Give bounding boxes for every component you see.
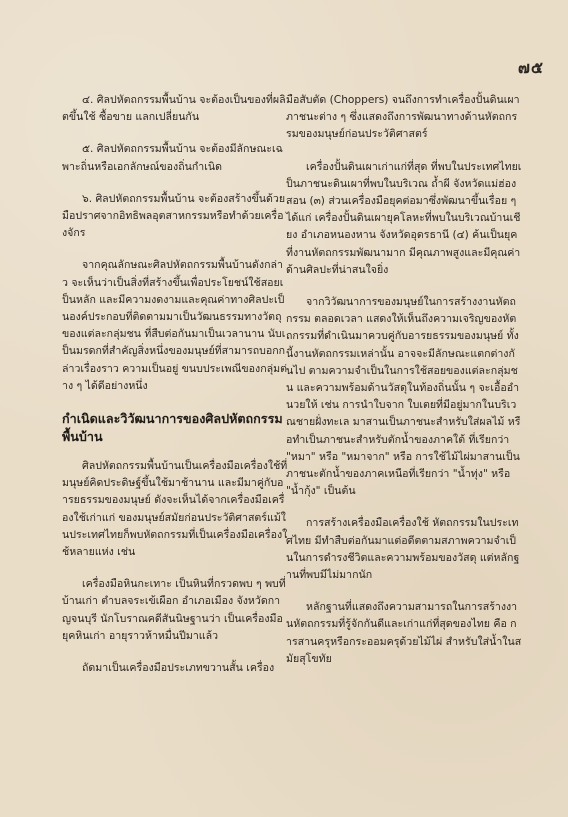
paragraph: เครื่องปั้นดินเผาเก่าแก่ที่สุด ที่พบในประเทศไทยเป็นภาชนะดินเผาที่พบในบริเวณ ถ้ำผี จังหวัดแม่ฮ่องสอน (๓) ส่วนเครื่องมือยุคต่อมาซึ่งพัฒนาขึ้นเรื่อย ๆ ได้แก่ เครื่องปั้นดินเผายุคโลหะที่พบในบริเวณบ้านเชียง อำเภอหนองหาน จังหวัดอุดรธานี (๔) ค้นเป็นยุคที่งานหัตถกรรมพัฒนามาก มีคุณภาพสูงและมีคุณค่าด้านศิลปะที่น่าสนใจยิ่ง [286, 160, 522, 276]
paragraph: หลักฐานที่แสดงถึงความสามารถในการสร้างงานหัตถกรรมที่รู้จักกันดีและเก่าแก่ที่สุดของไทย คือ การสานครุหรือกระออมครุด้วยไม้ไผ่ สำหรับใส่น้ำในสมัยสุโขทัย [286, 601, 522, 665]
paragraph: เครื่องมือหินกะเทาะ เป็นหินที่กรวดพบ ๆ พบที่บ้านเก่า ตำบลจระเข้เผือก อำเภอเมือง จังหวัดกาญจนบุรี นักโบราณคดีสันนิษฐานว่า เป็นเครื่องมือยุคหินเก่า อายุราวห้าหมื่นปีมาแล้ว [62, 578, 286, 642]
paragraph: มือสับตัด (Choppers) จนถึงการทำเครื่องปั้นดินเผาภาชนะต่าง ๆ ซึ่งแสดงถึงการพัฒนาทางด้านหัตถกรรมของมนุษย์ก่อนประวัติศาสตร์ [286, 94, 520, 141]
left-column [62, 92, 288, 689]
section-heading: กำเนิดและวิวัฒนาการของศิลปหัตถกรรมพื้นบ้าน [62, 411, 283, 445]
page-number: ๗๕ [517, 58, 544, 77]
paragraph: ถัดมาเป็นเครื่องมือประเภทขวานสั้น เครื่อง [82, 662, 275, 675]
paragraph: ๔. ศิลปหัตถกรรมพื้นบ้าน จะต้องเป็นของที่ผลิตขึ้นใช้ ซื้อขาย แลกเปลี่ยนกัน [62, 94, 286, 124]
paragraph: จากคุณลักษณะศิลปหัตถกรรมพื้นบ้านดังกล่าว จะเห็นว่าเป็นสิ่งที่สร้างขึ้นเพื่อประโยชน์ใช้สอยเป็นหลัก และมีความงดงามและคุณค่าทางศิลปะเป็นองค์ประกอบที่ติดตามมาเป็นวัฒนธรรมทางวัตถุของแต่ละกลุ่มชน ที่สืบต่อกันมาเป็นเวลานาน นับเป็นมรดกที่สำคัญสิ่งหนึ่งของมนุษย์ที่สามารถบอกกล่าวเรื่องราว ความเป็นอยู่ ขนบประเพณีของกลุ่มต่าง ๆ ได้ดีอย่างหนึ่ง [62, 259, 287, 392]
paragraph: ๕. ศิลปหัตถกรรมพื้นบ้าน จะต้องมีลักษณะเฉพาะถิ่นหรือเอกลักษณ์ของถิ่นกำเนิด [62, 143, 283, 173]
paragraph: ๖. ศิลปหัตถกรรมพื้นบ้าน จะต้องสร้างขึ้นด้วยมือปราศจากอิทธิพลอุตสาหกรรมหรือทำด้วยเครื่องจักร [62, 192, 286, 240]
right-column [286, 92, 522, 683]
paragraph: ศิลปหัตถกรรมพื้นบ้านเป็นเครื่องมือเครื่องใช้ที่มนุษย์คิดประดิษฐ์ขึ้นใช้มาช้านาน และมีมาคู่กับอารยธรรมของมนุษย์ ดังจะเห็นได้จากเครื่องมือเครื่องใช้เก่าแก่ ของมนุษย์สมัยก่อนประวัติศาสตร์แม้ในประเทศไทยก็พบหัตถกรรมที่เป็นเครื่องมือเครื่องใช้หลายแห่ง เช่น [62, 460, 288, 559]
paragraph: การสร้างเครื่องมือเครื่องใช้ หัตถกรรมในประเทศไทย มีทำสืบต่อกันมาแต่อดีตตามสภาพความจำเป็นในการดำรงชีวิตและความพร้อมของวัสดุ แต่หลักฐานที่พบมีไม่มากนัก [286, 517, 520, 582]
paragraph: จากวิวัฒนาการของมนุษย์ในการสร้างงานหัตถกรรม ตลอดเวลา แสดงให้เห็นถึงความเจริญของหัตถกรรมที่ดำเนินมาควบคู่กับอารยธรรมของมนุษย์ ทั้งนี้งานหัตถกรรมเหล่านั้น อาจจะมีลักษณะแตกต่างกันไป ตามความจำเป็นในการใช้สอยของแต่ละกลุ่มชน และความพร้อมด้านวัสดุในท้องถิ่นนั้น ๆ จะเอื้ออำนวยให้ เช่น การนำใบจาก ใบเตยที่มีอยู่มากในบริเวณชายฝั่งทะเล มาสานเป็นภาชนะสำหรับใส่ผลไม้ หรือทำเป็นภาชนะสำหรับตักน้ำของภาคใต้ ที่เรียกว่า "หมา" หรือ "หมาจาก" หรือ การใช้ไม้ไผ่มาสานเป็นภาชนะตักน้ำของภาคเหนือที่เรียกว่า "น้ำทุ่ง" หรือ "น้ำกุ้ง" เป็นต้น [286, 296, 521, 498]
